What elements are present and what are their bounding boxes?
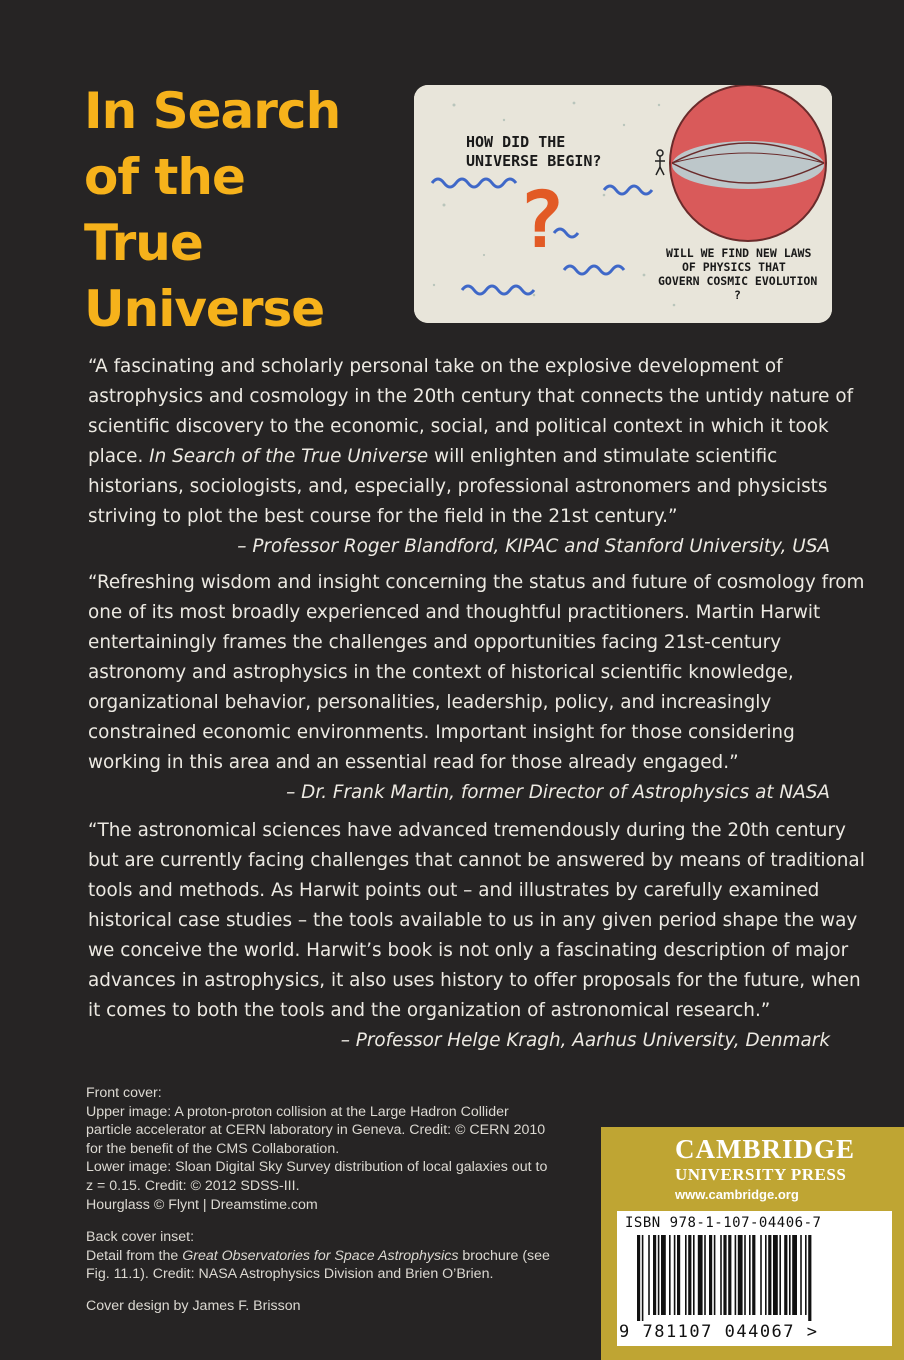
publisher-url: www.cambridge.org <box>675 1187 799 1202</box>
isbn-barcode <box>617 1211 892 1346</box>
inset-text-right-1: WILL WE FIND NEW LAWS <box>666 246 812 260</box>
credits-back-heading: Back cover inset: <box>86 1229 195 1245</box>
inset-text-left-1: HOW DID THE <box>466 133 566 151</box>
credits-upper-image: Upper image: A proton-proton collision at the Large Hadron Collider particle accelerator at CERN laboratory in Geneva. Credit: © CERN 2010 for the benefit of the CMS Collaboration. <box>86 1103 546 1157</box>
title-line: Universe <box>84 280 325 338</box>
title-line: True <box>84 214 203 272</box>
credits-lower-image: Lower image: Sloan Digital Sky Survey distribution of local galaxies out to z = 0.15. Credit: © 2012 SDSS-III. <box>86 1159 548 1194</box>
barcode-digits: 9 781107 044067 > <box>619 1322 819 1342</box>
inset-text-right-3: GOVERN COSMIC EVOLUTION <box>658 274 818 288</box>
barcode-bars <box>623 1235 885 1321</box>
cartoon-drawing <box>414 85 832 323</box>
inset-text-left-2: UNIVERSE BEGIN? <box>466 152 602 170</box>
book-title <box>84 78 384 342</box>
back-cover-inset-illustration <box>414 85 832 323</box>
cover-design-credit <box>86 1297 556 1316</box>
quote-text: “A fascinating and scholarly personal take on the explosive development of astrophysics and cosmology in the 20th century that connects the untidy nature of scientific discovery to the economic, social, and political context in which it took place. In Search of the True Universe will enlighten and stimulate scientific historians, sociologists, and, especially, professional astronomers and physicists striving to plot the best course for the field in the 21st century.” <box>88 356 854 527</box>
endorsement-quote <box>88 352 868 562</box>
quote-attribution: – Professor Helge Kragh, Aarhus University, Denmark <box>340 1030 830 1051</box>
inset-text-right-2: OF PHYSICS THAT <box>682 260 786 274</box>
quote-attribution: – Dr. Frank Martin, former Director of Astrophysics at NASA <box>286 782 830 803</box>
title-line: of the <box>84 148 245 206</box>
publisher-subtitle: UNIVERSITY PRESS <box>675 1165 847 1184</box>
publisher-panel <box>601 1127 904 1360</box>
isbn-label: ISBN 978-1-107-04406-7 <box>625 1215 822 1231</box>
credits-back-text: Detail from the Great Observatories for Space Astrophysics brochure (see Fig. 11.1). Credit: NASA Astrophysics Division and Brien O’Brien. <box>86 1247 550 1283</box>
quote-text: “The astronomical sciences have advanced tremendously during the 20th century but are currently facing challenges that cannot be answered by means of traditional tools and methods. As Harwit points out – and illustrates by carefully examined historical case studies – the tools available to us in any given period shape the way we conceive the world. Harwit’s book is not only a fascinating description of major advances in astrophysics, it also uses history to offer proposals for the future, when it comes to both the tools and the organization of astronomical research.” <box>88 820 865 1021</box>
endorsement-quote <box>88 568 868 808</box>
question-mark-glyph: ? <box>518 176 565 266</box>
credits-front-heading: Front cover: <box>86 1085 162 1101</box>
credits-design: Cover design by James F. Brisson <box>86 1298 301 1314</box>
endorsement-quote <box>88 816 868 1056</box>
back-cover-credits <box>86 1228 556 1284</box>
quote-text: “Refreshing wisdom and insight concerning the status and future of cosmology from one of its most broadly experienced and thoughtful practitioners. Martin Harwit entertainingly frames the challenges and opportunities facing 21st-century astronomy and astrophysics in the context of historical scientific knowledge, organizational behavior, personalities, leadership, policy, and increasingly constrained economic environments. Important insight for those considering working in this area and an essential read for those already engaged.” <box>88 572 865 773</box>
title-line: In Search <box>84 82 341 140</box>
cover-credits <box>86 1084 556 1214</box>
quote-attribution: – Professor Roger Blandford, KIPAC and Stanford University, USA <box>237 536 830 557</box>
credits-hourglass: Hourglass © Flynt | Dreamstime.com <box>86 1196 318 1213</box>
inset-text-right-4: ? <box>734 288 741 302</box>
publisher-name: CAMBRIDGE <box>675 1134 856 1164</box>
